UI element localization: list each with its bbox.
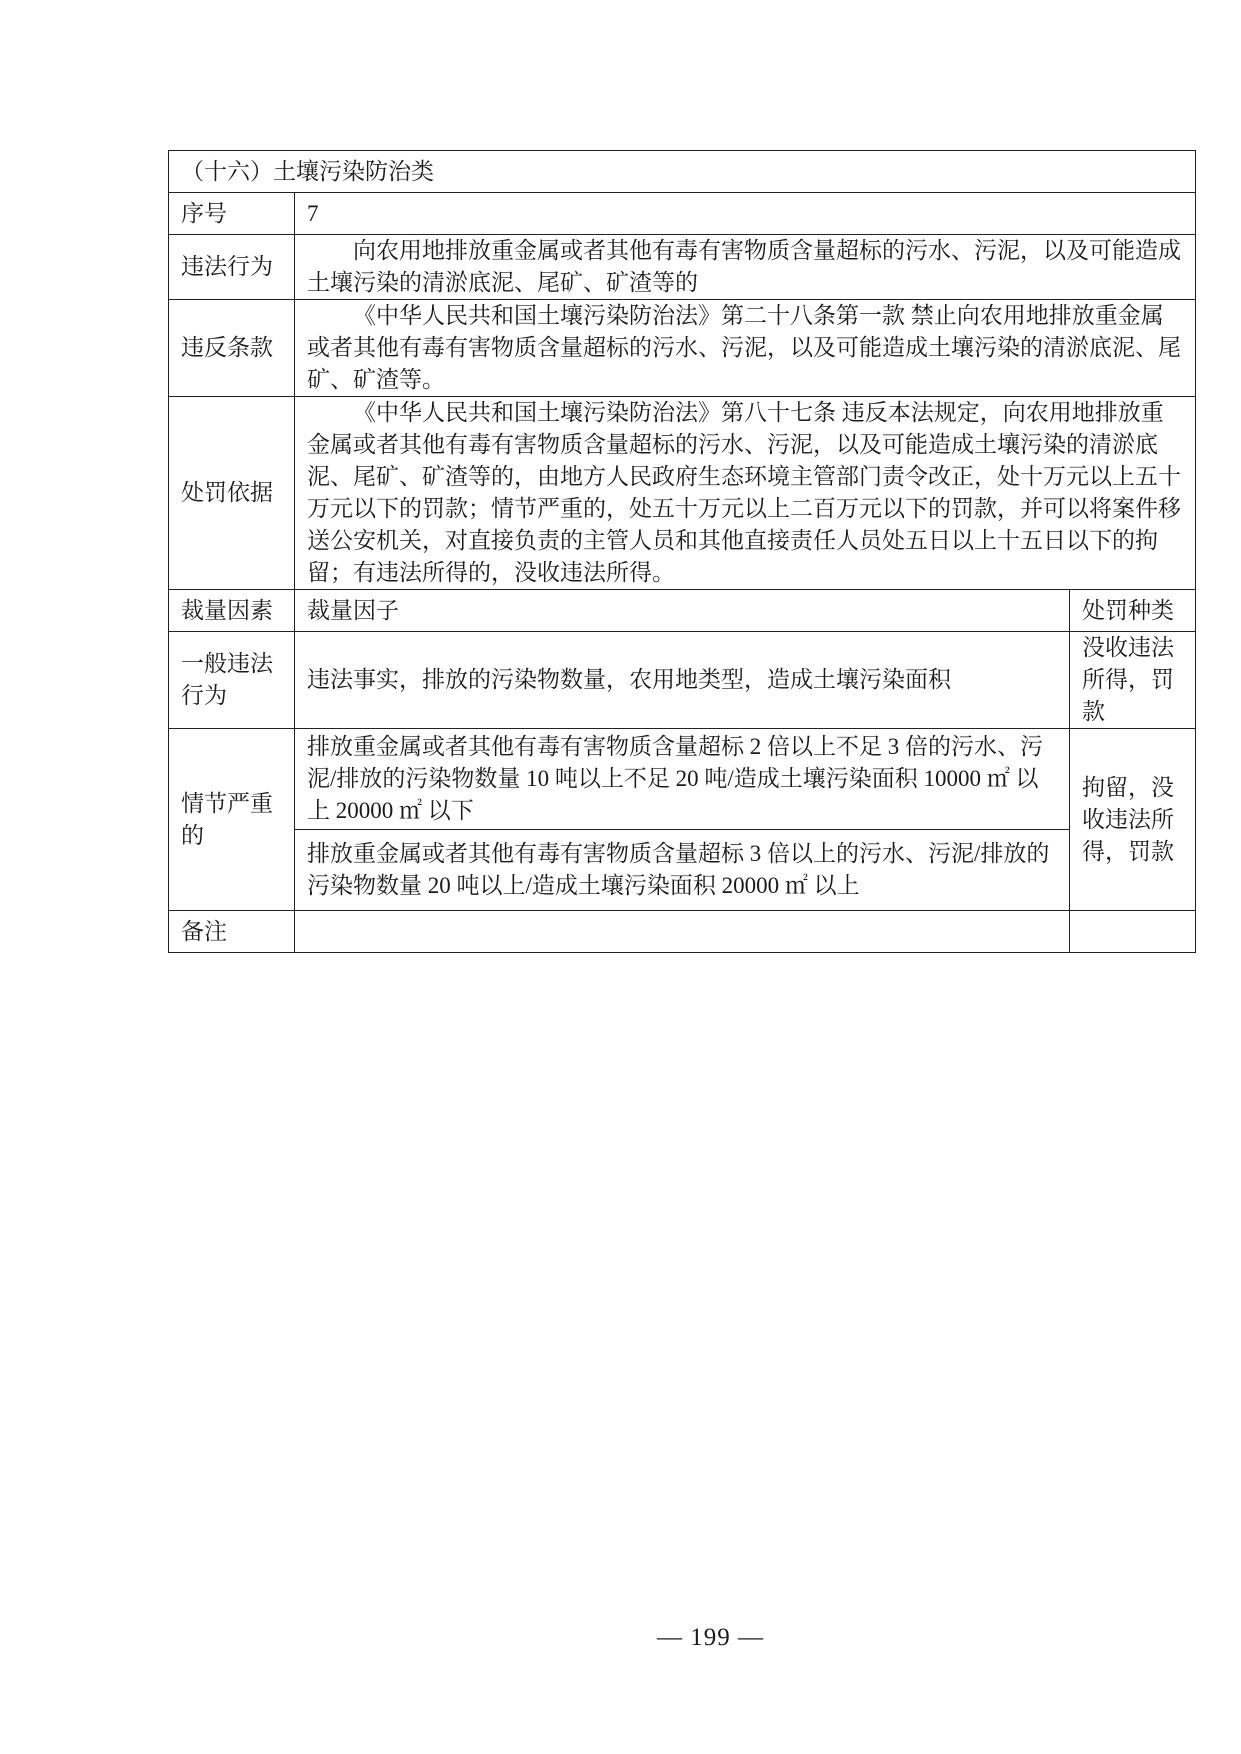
penalty-type-column-header: 处罚种类 [1069,590,1195,632]
category-title: （十六）土壤污染防治类 [169,151,1196,193]
penalty-basis-value: 《中华人民共和国土壤污染防治法》第八十七条 违反本法规定，向农用地排放重金属或者其他有毒有害物质含量超标的污水、污泥，以及可能造成土壤污染的清淤底泥、尾矿、矿渣等的，由地方人民政府生态环境主管部门责令改正，处十万元以上五十万元以下的罚款；情节严重的，处五十万元以上二百万元以下的罚款，并可以将案件移送公安机关，对直接负责的主管人员和其他直接责任人员处五日以上十五日以下的拘留；有违法所得的，没收违法所得。 [295,397,1196,590]
violated-article-value: 《中华人民共和国土壤污染防治法》第二十八条第一款 禁止向农用地排放重金属或者其他有毒有害物质含量超标的污水、污泥，以及可能造成土壤污染的清淤底泥、尾矿、矿渣等。 [295,300,1196,397]
penalty-basis-label: 处罚依据 [169,397,295,590]
seq-value: 7 [295,193,1196,235]
violation-act-value: 向农用地排放重金属或者其他有毒有害物质含量超标的污水、污泥，以及可能造成土壤污染的清淤底泥、尾矿、矿渣等的 [295,235,1196,300]
discretion-factor-label: 裁量因素 [169,590,295,632]
discretion-factor-column-header: 裁量因子 [295,590,1070,632]
serious-violation-label: 情节严重的 [169,729,295,911]
penalty-discretion-table [168,150,1196,953]
seq-label: 序号 [169,193,295,235]
serious-violation-factor-1: 排放重金属或者其他有毒有害物质含量超标 2 倍以上不足 3 倍的污水、污泥/排放的污染物数量 10 吨以上不足 20 吨/造成土壤污染面积 10000 ㎡ 以上 20000 ㎡ 以下 [295,729,1070,830]
general-violation-factor: 违法事实，排放的污染物数量，农用地类型，造成土壤污染面积 [295,632,1070,729]
violation-act-label: 违法行为 [169,235,295,300]
general-violation-label: 一般违法行为 [169,632,295,729]
violated-article-label: 违反条款 [169,300,295,397]
note-label: 备注 [169,911,295,953]
serious-violation-factor-2: 排放重金属或者其他有毒有害物质含量超标 3 倍以上的污水、污泥/排放的污染物数量 20 吨以上/造成土壤污染面积 20000 ㎡ 以上 [295,830,1070,911]
note-penalty-empty [1069,911,1195,953]
note-value [295,911,1070,953]
serious-violation-penalty: 拘留，没收违法所得，罚款 [1069,729,1195,911]
page-number: — 199 — [657,1624,764,1651]
general-violation-penalty: 没收违法所得，罚款 [1069,632,1195,729]
